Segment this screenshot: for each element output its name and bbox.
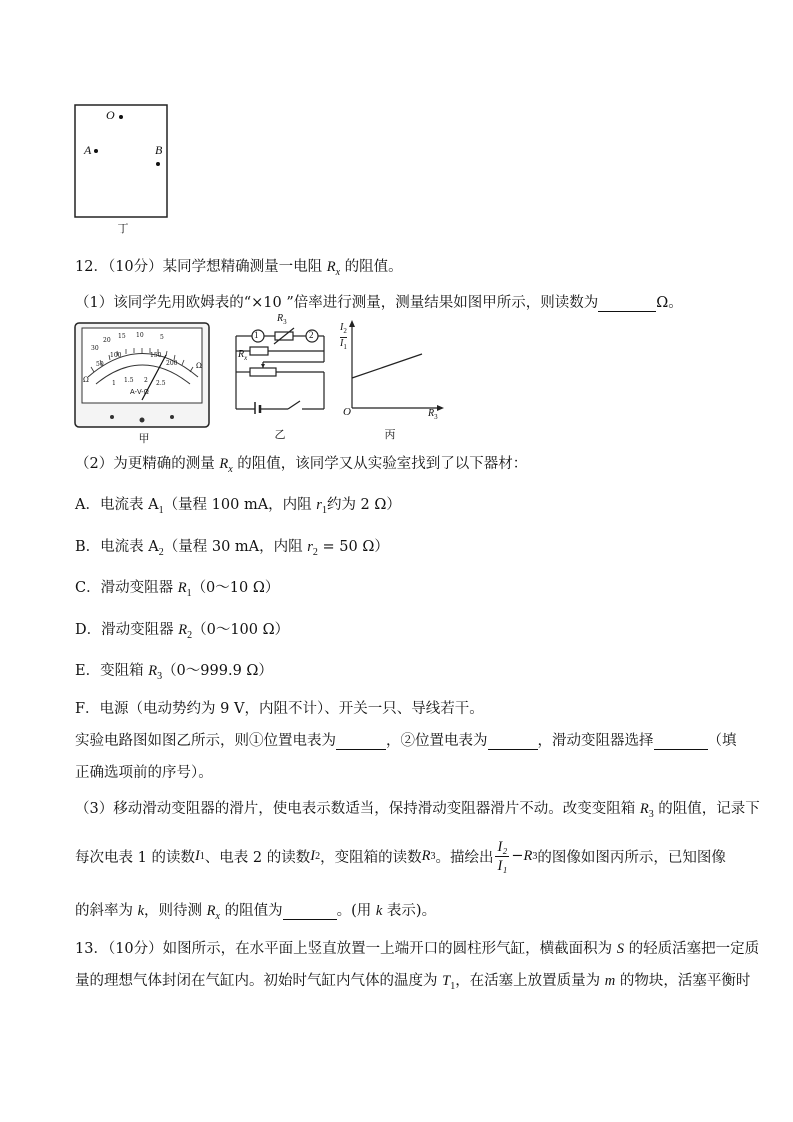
scale-label-5: 5 <box>160 334 164 341</box>
answer-blank-rx <box>283 903 337 920</box>
figure-bing-caption: 丙 <box>384 428 396 441</box>
figure-yi-caption: 乙 <box>274 428 286 441</box>
resistor-r3-arrow <box>274 328 294 344</box>
graph-y-label: $I_2$ $I_1$ <box>340 322 347 351</box>
q13-line1: 13．（10分）如图所示，在水平面上竖直放置一上端开口的圆柱形气缸，横截面积为 S 的轻质活塞把一定质 <box>75 941 760 957</box>
option-c: C．滑动变阻器 $R_1(0\sim 10$ Ω） <box>75 580 280 599</box>
scale-label-200: 200 <box>166 360 178 367</box>
graph-x-arrow <box>437 405 444 411</box>
rheostat-body <box>250 368 276 376</box>
option-b: B．电流表 $A_2$（量程 30 mA，内阻 $r_2 = 50$ Ω） <box>75 539 389 558</box>
point-a-label: A <box>84 143 92 157</box>
answer-blank-reading <box>598 295 656 312</box>
point-o-dot <box>119 115 123 119</box>
point-a-dot <box>94 149 98 153</box>
graph-line <box>352 354 422 378</box>
scale-label-1: 1 <box>112 380 116 387</box>
terminal-right <box>170 415 174 419</box>
q12-header: 12．（10分）某同学想精确测量一电阻 $R_x$ 的阻值。 <box>75 259 403 278</box>
answer-blank-meter2 <box>488 733 538 750</box>
scale-label-150: 150 <box>150 352 162 359</box>
graph-drawing <box>340 318 450 418</box>
rx-label: $R_x$ <box>238 349 248 362</box>
meter-left-mark: Ω <box>83 376 89 384</box>
q12-part2: （2）为更精确的测量 $R_x$ 的阻值，该同学又从实验室找到了以下器材： <box>75 456 528 475</box>
scale-label-30: 30 <box>91 345 99 352</box>
terminal-center <box>140 418 145 423</box>
frame-rect <box>75 105 167 217</box>
answer-blank-rheostat <box>654 733 708 750</box>
scale-label-15: 15 <box>118 333 126 340</box>
graph-origin: O <box>343 406 351 418</box>
resistor-rx <box>250 347 268 355</box>
scale-label-10: 10 <box>136 332 144 339</box>
scale-label-100: 100 <box>110 352 122 359</box>
ohmmeter-drawing <box>74 322 214 430</box>
r3-label: $R_3$ <box>277 313 287 326</box>
answer-blank-meter1 <box>336 733 386 750</box>
option-e: E．变阻箱 $R_3(0\sim 999.9$ Ω） <box>75 663 273 682</box>
figure-ding-caption: 丁 <box>117 222 129 235</box>
meter-right-mark: Ω <box>196 362 202 370</box>
q12-part2-question: 实验电路图如图乙所示，则①位置电表为 ，②位置电表为 ，滑动变阻器选择 （填 <box>75 733 737 749</box>
scale-label-2-5: 2.5 <box>156 380 166 387</box>
scale-label-2: 2 <box>144 377 148 384</box>
q12-part3-line2: 每次电表 1 的读数 I 1 、电表 2 的读数 I 2 ，变阻箱的读数 R 3 。描绘出 $\frac{\text{I₂}}{\text{I₁}}$ − R 3 的图像如图丙所示，已知图像 <box>75 838 726 874</box>
option-a: A．电流表 $A_1$（量程 100 mA，内阻 $r_1$约为 2 Ω） <box>75 497 401 516</box>
fraction-i2-over-i1: $\frac{\text{I₂}}{\text{I₁}}$ <box>497 838 508 874</box>
q12-part1: （1）该同学先用欧姆表的“×10 ”倍率进行测量，测量结果如图甲所示，则读数为 Ω。 <box>75 295 683 311</box>
scale-label-20: 20 <box>103 337 111 344</box>
slider-arrowhead <box>261 364 265 368</box>
scale-label-50: 50 <box>96 361 104 368</box>
graph-y-arrow <box>349 320 355 327</box>
circuit-drawing <box>230 322 330 414</box>
point-b-label: B <box>155 143 163 157</box>
option-f: F．电源（电动势约为 9 V，内阻不计）、开关一只、导线若干。 <box>75 701 484 717</box>
point-b-dot <box>156 162 160 166</box>
q12-part3-line1: （3）移动滑动变阻器的滑片，使电表示数适当，保持滑动变阻器滑片不动。改变变阻箱 $R_3$ 的阻值，记录下 <box>75 801 760 820</box>
graph-x-label: $R_3$ <box>428 408 438 421</box>
q12-part2-question-cont: 正确选项前的序号）。 <box>75 765 213 781</box>
figure-jia-caption: 甲 <box>138 432 150 445</box>
meter-mode-label: A-V-Ω <box>130 389 149 396</box>
scale-label-1-5: 1.5 <box>124 377 134 384</box>
meter-2-label: 2 <box>309 330 314 340</box>
q13-line2: 量的理想气体封闭在气缸内。初始时气缸内气体的温度为 $T_1$，在活塞上放置质量为 m 的物块，活塞平衡时 <box>75 973 751 992</box>
q12-part3-line3: 的斜率为 k，则待测 $R_x$ 的阻值为 。(用 k 表示)。 <box>75 903 437 922</box>
figure-ding-drawing <box>70 100 175 240</box>
point-o-label: O <box>106 108 115 122</box>
meter-1-label: 1 <box>254 330 259 340</box>
option-d: D．滑动变阻器 $R_2(0\sim 100$ Ω） <box>75 622 290 641</box>
terminal-left <box>110 415 114 419</box>
switch-blade <box>288 401 300 409</box>
